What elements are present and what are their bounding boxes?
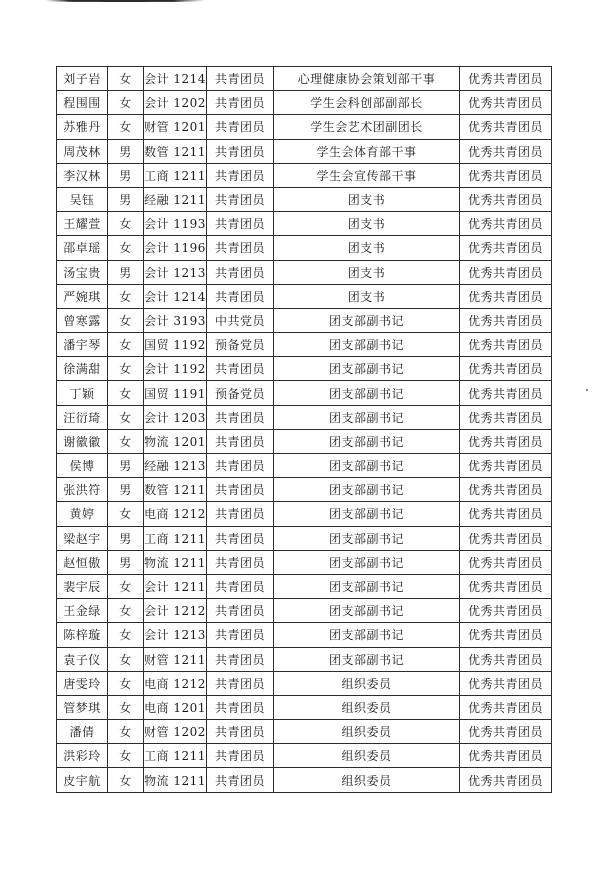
table-row [57, 744, 552, 768]
position-cell: 团支部副书记 [274, 647, 460, 671]
class-cell: 会计 1214 [144, 284, 207, 308]
student-name-cell: 梁赵宇 [57, 526, 108, 550]
table-row [57, 212, 552, 236]
political-status-cell: 共青团员 [207, 647, 274, 671]
gender-cell: 女 [108, 623, 144, 647]
table-row [57, 284, 552, 308]
political-status-cell: 共青团员 [207, 478, 274, 502]
political-status-cell: 预备党员 [207, 333, 274, 357]
political-status-cell: 预备党员 [207, 381, 274, 405]
student-name-cell: 邵卓瑶 [57, 236, 108, 260]
table-row [57, 720, 552, 744]
award-cell: 优秀共青团员 [460, 381, 552, 405]
gender-cell: 女 [108, 308, 144, 332]
student-name-cell: 苏雅丹 [57, 115, 108, 139]
student-name-cell: 徐满甜 [57, 357, 108, 381]
class-cell: 会计 1193 [144, 212, 207, 236]
class-cell: 物流 1201 [144, 429, 207, 453]
gender-cell: 女 [108, 671, 144, 695]
position-cell: 组织委员 [274, 720, 460, 744]
class-cell: 工商 1211 [144, 163, 207, 187]
table-row [57, 695, 552, 719]
award-cell: 优秀共青团员 [460, 744, 552, 768]
table-row [57, 115, 552, 139]
class-cell: 会计 1213 [144, 623, 207, 647]
table-row [57, 429, 552, 453]
award-cell: 优秀共青团员 [460, 115, 552, 139]
class-cell: 国贸 1192 [144, 333, 207, 357]
table-row [57, 671, 552, 695]
position-cell: 团支书 [274, 260, 460, 284]
position-cell: 组织委员 [274, 768, 460, 792]
gender-cell: 女 [108, 695, 144, 719]
position-cell: 团支部副书记 [274, 550, 460, 574]
award-cell: 优秀共青团员 [460, 236, 552, 260]
award-cell: 优秀共青团员 [460, 405, 552, 429]
political-status-cell: 共青团员 [207, 284, 274, 308]
position-cell: 团支部副书记 [274, 308, 460, 332]
position-cell: 团支部副书记 [274, 357, 460, 381]
scan-edge-shadow [45, 0, 205, 2]
class-cell: 物流 1211 [144, 768, 207, 792]
table-row [57, 550, 552, 574]
award-cell: 优秀共青团员 [460, 671, 552, 695]
class-cell: 物流 1211 [144, 550, 207, 574]
award-cell: 优秀共青团员 [460, 526, 552, 550]
position-cell: 学生会宣传部干事 [274, 163, 460, 187]
political-status-cell: 共青团员 [207, 67, 274, 91]
scan-speck [586, 389, 588, 391]
student-name-cell: 潘宇琴 [57, 333, 108, 357]
gender-cell: 女 [108, 720, 144, 744]
gender-cell: 女 [108, 574, 144, 598]
award-cell: 优秀共青团员 [460, 599, 552, 623]
political-status-cell: 共青团员 [207, 744, 274, 768]
gender-cell: 女 [108, 744, 144, 768]
table-row [57, 647, 552, 671]
position-cell: 团支部副书记 [274, 623, 460, 647]
table-row [57, 454, 552, 478]
political-status-cell: 共青团员 [207, 768, 274, 792]
position-cell: 团支部副书记 [274, 599, 460, 623]
political-status-cell: 共青团员 [207, 671, 274, 695]
gender-cell: 男 [108, 454, 144, 478]
student-name-cell: 吴钰 [57, 187, 108, 211]
award-cell: 优秀共青团员 [460, 187, 552, 211]
award-cell: 优秀共青团员 [460, 454, 552, 478]
award-cell: 优秀共青团员 [460, 139, 552, 163]
award-cell: 优秀共青团员 [460, 357, 552, 381]
political-status-cell: 共青团员 [207, 526, 274, 550]
table-row [57, 405, 552, 429]
award-cell: 优秀共青团员 [460, 212, 552, 236]
student-name-cell: 袁子仪 [57, 647, 108, 671]
class-cell: 会计 3193 [144, 308, 207, 332]
table-row [57, 260, 552, 284]
class-cell: 工商 1211 [144, 744, 207, 768]
award-cell: 优秀共青团员 [460, 695, 552, 719]
student-name-cell: 唐雯玲 [57, 671, 108, 695]
class-cell: 经融 1213 [144, 454, 207, 478]
award-cell: 优秀共青团员 [460, 768, 552, 792]
table-row [57, 768, 552, 792]
student-name-cell: 皮宇航 [57, 768, 108, 792]
position-cell: 团支部副书记 [274, 454, 460, 478]
political-status-cell: 共青团员 [207, 163, 274, 187]
table-row [57, 163, 552, 187]
political-status-cell: 共青团员 [207, 212, 274, 236]
award-cell: 优秀共青团员 [460, 647, 552, 671]
student-name-cell: 侯博 [57, 454, 108, 478]
table-row [57, 91, 552, 115]
position-cell: 团支部副书记 [274, 478, 460, 502]
gender-cell: 女 [108, 212, 144, 236]
gender-cell: 女 [108, 429, 144, 453]
position-cell: 团支书 [274, 236, 460, 260]
position-cell: 组织委员 [274, 671, 460, 695]
gender-cell: 女 [108, 236, 144, 260]
student-name-cell: 谢徽徽 [57, 429, 108, 453]
political-status-cell: 共青团员 [207, 357, 274, 381]
student-name-cell: 丁颖 [57, 381, 108, 405]
student-name-cell: 王金绿 [57, 599, 108, 623]
class-cell: 财管 1201 [144, 115, 207, 139]
gender-cell: 女 [108, 284, 144, 308]
political-status-cell: 共青团员 [207, 115, 274, 139]
political-status-cell: 共青团员 [207, 550, 274, 574]
political-status-cell: 共青团员 [207, 236, 274, 260]
political-status-cell: 共青团员 [207, 502, 274, 526]
gender-cell: 女 [108, 647, 144, 671]
political-status-cell: 共青团员 [207, 429, 274, 453]
award-cell: 优秀共青团员 [460, 67, 552, 91]
gender-cell: 女 [108, 357, 144, 381]
student-name-cell: 李汉林 [57, 163, 108, 187]
award-cell: 优秀共青团员 [460, 720, 552, 744]
class-cell: 会计 1213 [144, 260, 207, 284]
position-cell: 团支部副书记 [274, 405, 460, 429]
gender-cell: 女 [108, 405, 144, 429]
gender-cell: 女 [108, 115, 144, 139]
gender-cell: 女 [108, 599, 144, 623]
class-cell: 财管 1211 [144, 647, 207, 671]
student-name-cell: 张洪符 [57, 478, 108, 502]
gender-cell: 女 [108, 502, 144, 526]
table-row [57, 236, 552, 260]
award-cell: 优秀共青团员 [460, 502, 552, 526]
political-status-cell: 共青团员 [207, 599, 274, 623]
position-cell: 团支部副书记 [274, 526, 460, 550]
table-row [57, 599, 552, 623]
political-status-cell: 共青团员 [207, 405, 274, 429]
table-row [57, 139, 552, 163]
position-cell: 团支部副书记 [274, 574, 460, 598]
gender-cell: 女 [108, 381, 144, 405]
political-status-cell: 共青团员 [207, 187, 274, 211]
table-row [57, 574, 552, 598]
gender-cell: 男 [108, 187, 144, 211]
table-row [57, 187, 552, 211]
award-cell: 优秀共青团员 [460, 260, 552, 284]
student-name-cell: 周茂林 [57, 139, 108, 163]
gender-cell: 女 [108, 333, 144, 357]
table-row [57, 67, 552, 91]
award-cell: 优秀共青团员 [460, 574, 552, 598]
award-cell: 优秀共青团员 [460, 163, 552, 187]
position-cell: 团支书 [274, 187, 460, 211]
award-cell: 优秀共青团员 [460, 308, 552, 332]
student-name-cell: 汤宝贵 [57, 260, 108, 284]
political-status-cell: 共青团员 [207, 695, 274, 719]
position-cell: 团支书 [274, 212, 460, 236]
political-status-cell: 共青团员 [207, 260, 274, 284]
position-cell: 团支部副书记 [274, 381, 460, 405]
award-cell: 优秀共青团员 [460, 429, 552, 453]
table-row [57, 333, 552, 357]
gender-cell: 男 [108, 478, 144, 502]
position-cell: 组织委员 [274, 744, 460, 768]
class-cell: 电商 1201 [144, 695, 207, 719]
class-cell: 工商 1211 [144, 526, 207, 550]
student-name-cell: 陈梓璇 [57, 623, 108, 647]
student-name-cell: 王耀萱 [57, 212, 108, 236]
table-row [57, 381, 552, 405]
student-name-cell: 曾寒露 [57, 308, 108, 332]
political-status-cell: 中共党员 [207, 308, 274, 332]
class-cell: 会计 1212 [144, 599, 207, 623]
student-name-cell: 洪彩玲 [57, 744, 108, 768]
award-cell: 优秀共青团员 [460, 623, 552, 647]
class-cell: 会计 1192 [144, 357, 207, 381]
class-cell: 电商 1212 [144, 671, 207, 695]
gender-cell: 女 [108, 768, 144, 792]
award-cell: 优秀共青团员 [460, 91, 552, 115]
position-cell: 学生会体育部干事 [274, 139, 460, 163]
political-status-cell: 共青团员 [207, 574, 274, 598]
gender-cell: 男 [108, 139, 144, 163]
gender-cell: 男 [108, 526, 144, 550]
class-cell: 财管 1202 [144, 720, 207, 744]
student-name-cell: 汪衍琦 [57, 405, 108, 429]
table-row [57, 478, 552, 502]
class-cell: 电商 1212 [144, 502, 207, 526]
roster-body [57, 67, 552, 793]
award-cell: 优秀共青团员 [460, 550, 552, 574]
gender-cell: 男 [108, 550, 144, 574]
student-name-cell: 黄婷 [57, 502, 108, 526]
position-cell: 团支部副书记 [274, 333, 460, 357]
political-status-cell: 共青团员 [207, 623, 274, 647]
student-name-cell: 程围围 [57, 91, 108, 115]
position-cell: 团支部副书记 [274, 502, 460, 526]
class-cell: 会计 1202 [144, 91, 207, 115]
political-status-cell: 共青团员 [207, 454, 274, 478]
gender-cell: 男 [108, 163, 144, 187]
student-name-cell: 严婉琪 [57, 284, 108, 308]
political-status-cell: 共青团员 [207, 91, 274, 115]
student-name-cell: 管梦琪 [57, 695, 108, 719]
political-status-cell: 共青团员 [207, 720, 274, 744]
class-cell: 会计 1196 [144, 236, 207, 260]
position-cell: 团支部副书记 [274, 429, 460, 453]
student-name-cell: 赵恒傲 [57, 550, 108, 574]
class-cell: 会计 1203 [144, 405, 207, 429]
student-name-cell: 裴宇辰 [57, 574, 108, 598]
table-row [57, 623, 552, 647]
class-cell: 会计 1211 [144, 574, 207, 598]
class-cell: 经融 1211 [144, 187, 207, 211]
honor-roster-table [56, 66, 552, 793]
student-name-cell: 潘倩 [57, 720, 108, 744]
award-cell: 优秀共青团员 [460, 284, 552, 308]
gender-cell: 男 [108, 260, 144, 284]
position-cell: 团支书 [274, 284, 460, 308]
position-cell: 心理健康协会策划部干事 [274, 67, 460, 91]
award-cell: 优秀共青团员 [460, 333, 552, 357]
position-cell: 学生会艺术团副团长 [274, 115, 460, 139]
table-row [57, 526, 552, 550]
table-row [57, 308, 552, 332]
table-row [57, 357, 552, 381]
gender-cell: 女 [108, 91, 144, 115]
position-cell: 学生会科创部副部长 [274, 91, 460, 115]
gender-cell: 女 [108, 67, 144, 91]
award-cell: 优秀共青团员 [460, 478, 552, 502]
student-name-cell: 刘子岩 [57, 67, 108, 91]
class-cell: 数管 1211 [144, 139, 207, 163]
class-cell: 国贸 1191 [144, 381, 207, 405]
position-cell: 组织委员 [274, 695, 460, 719]
class-cell: 数管 1211 [144, 478, 207, 502]
political-status-cell: 共青团员 [207, 139, 274, 163]
table-row [57, 502, 552, 526]
class-cell: 会计 1214 [144, 67, 207, 91]
